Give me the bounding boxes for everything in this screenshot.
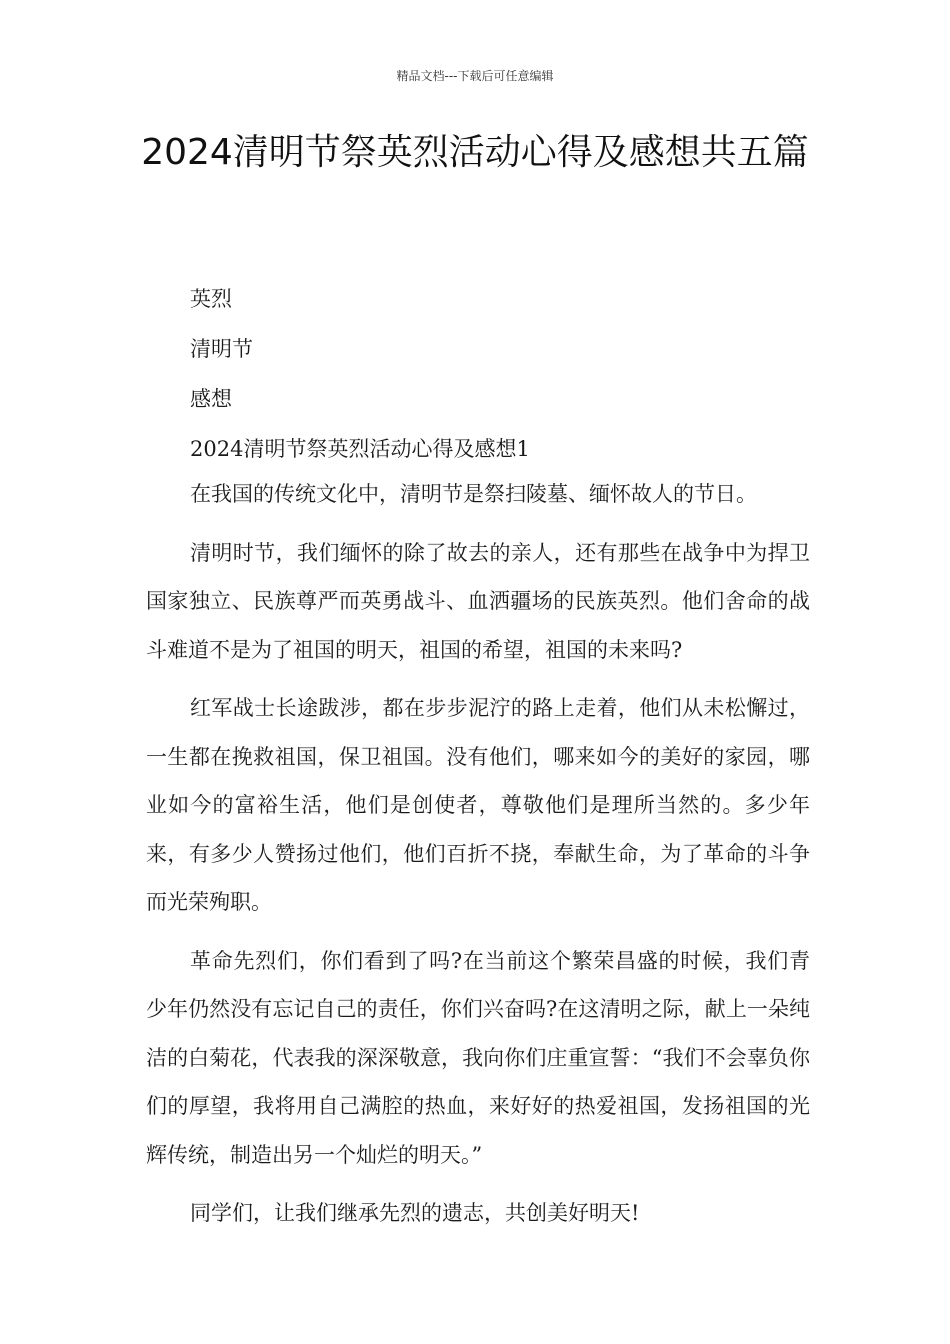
document-title: 2024清明节祭英烈活动心得及感想共五篇 — [141, 132, 809, 173]
paragraph-2: 清明时节，我们缅怀的除了故去的亲人，还有那些在战争中为捍卫国家独立、民族尊严而英勇战斗、血洒疆场的民族英烈。他们舍命的战斗难道不是为了祖国的明天，祖国的希望，祖国的未来吗? — [146, 540, 810, 662]
document-body — [146, 282, 810, 1248]
paragraph-1: 在我国的传统文化中，清明节是祭扫陵墓、缅怀故人的节日。 — [190, 482, 757, 506]
page-header: 精品文档---下载后可任意编辑 — [396, 69, 554, 83]
keyword-3: 感想 — [190, 387, 232, 411]
paragraph-3: 红军战士长途跋涉，都在步步泥泞的路上走着，他们从未松懈过，一生都在挽救祖国，保卫祖国。没有他们，哪来如今的美好的家园，哪业如今的富裕生活，他们是创使者，尊敬他们是理所当然的。多少年来，有多少人赞扬过他们，他们百折不挠，奉献生命，为了革命的斗争而光荣殉职。 — [146, 696, 810, 914]
keyword-1: 英烈 — [190, 287, 232, 311]
section-subtitle: 2024清明节祭英烈活动心得及感想1 — [190, 437, 530, 461]
keyword-2: 清明节 — [190, 337, 253, 361]
paragraph-4: 革命先烈们，你们看到了吗?在当前这个繁荣昌盛的时候，我们青少年仍然没有忘记自己的责任，你们兴奋吗?在这清明之际，献上一朵纯洁的白菊花，代表我的深深敬意，我向你们庄重宣誓：“我们不会辜负你们的厚望，我将用自己满腔的热血，来好好的热爱祖国，发扬祖国的光辉传统，制造出另一个灿烂的明天。” — [146, 948, 810, 1167]
paragraph-5: 同学们，让我们继承先烈的遗志，共创美好明天! — [190, 1201, 640, 1225]
